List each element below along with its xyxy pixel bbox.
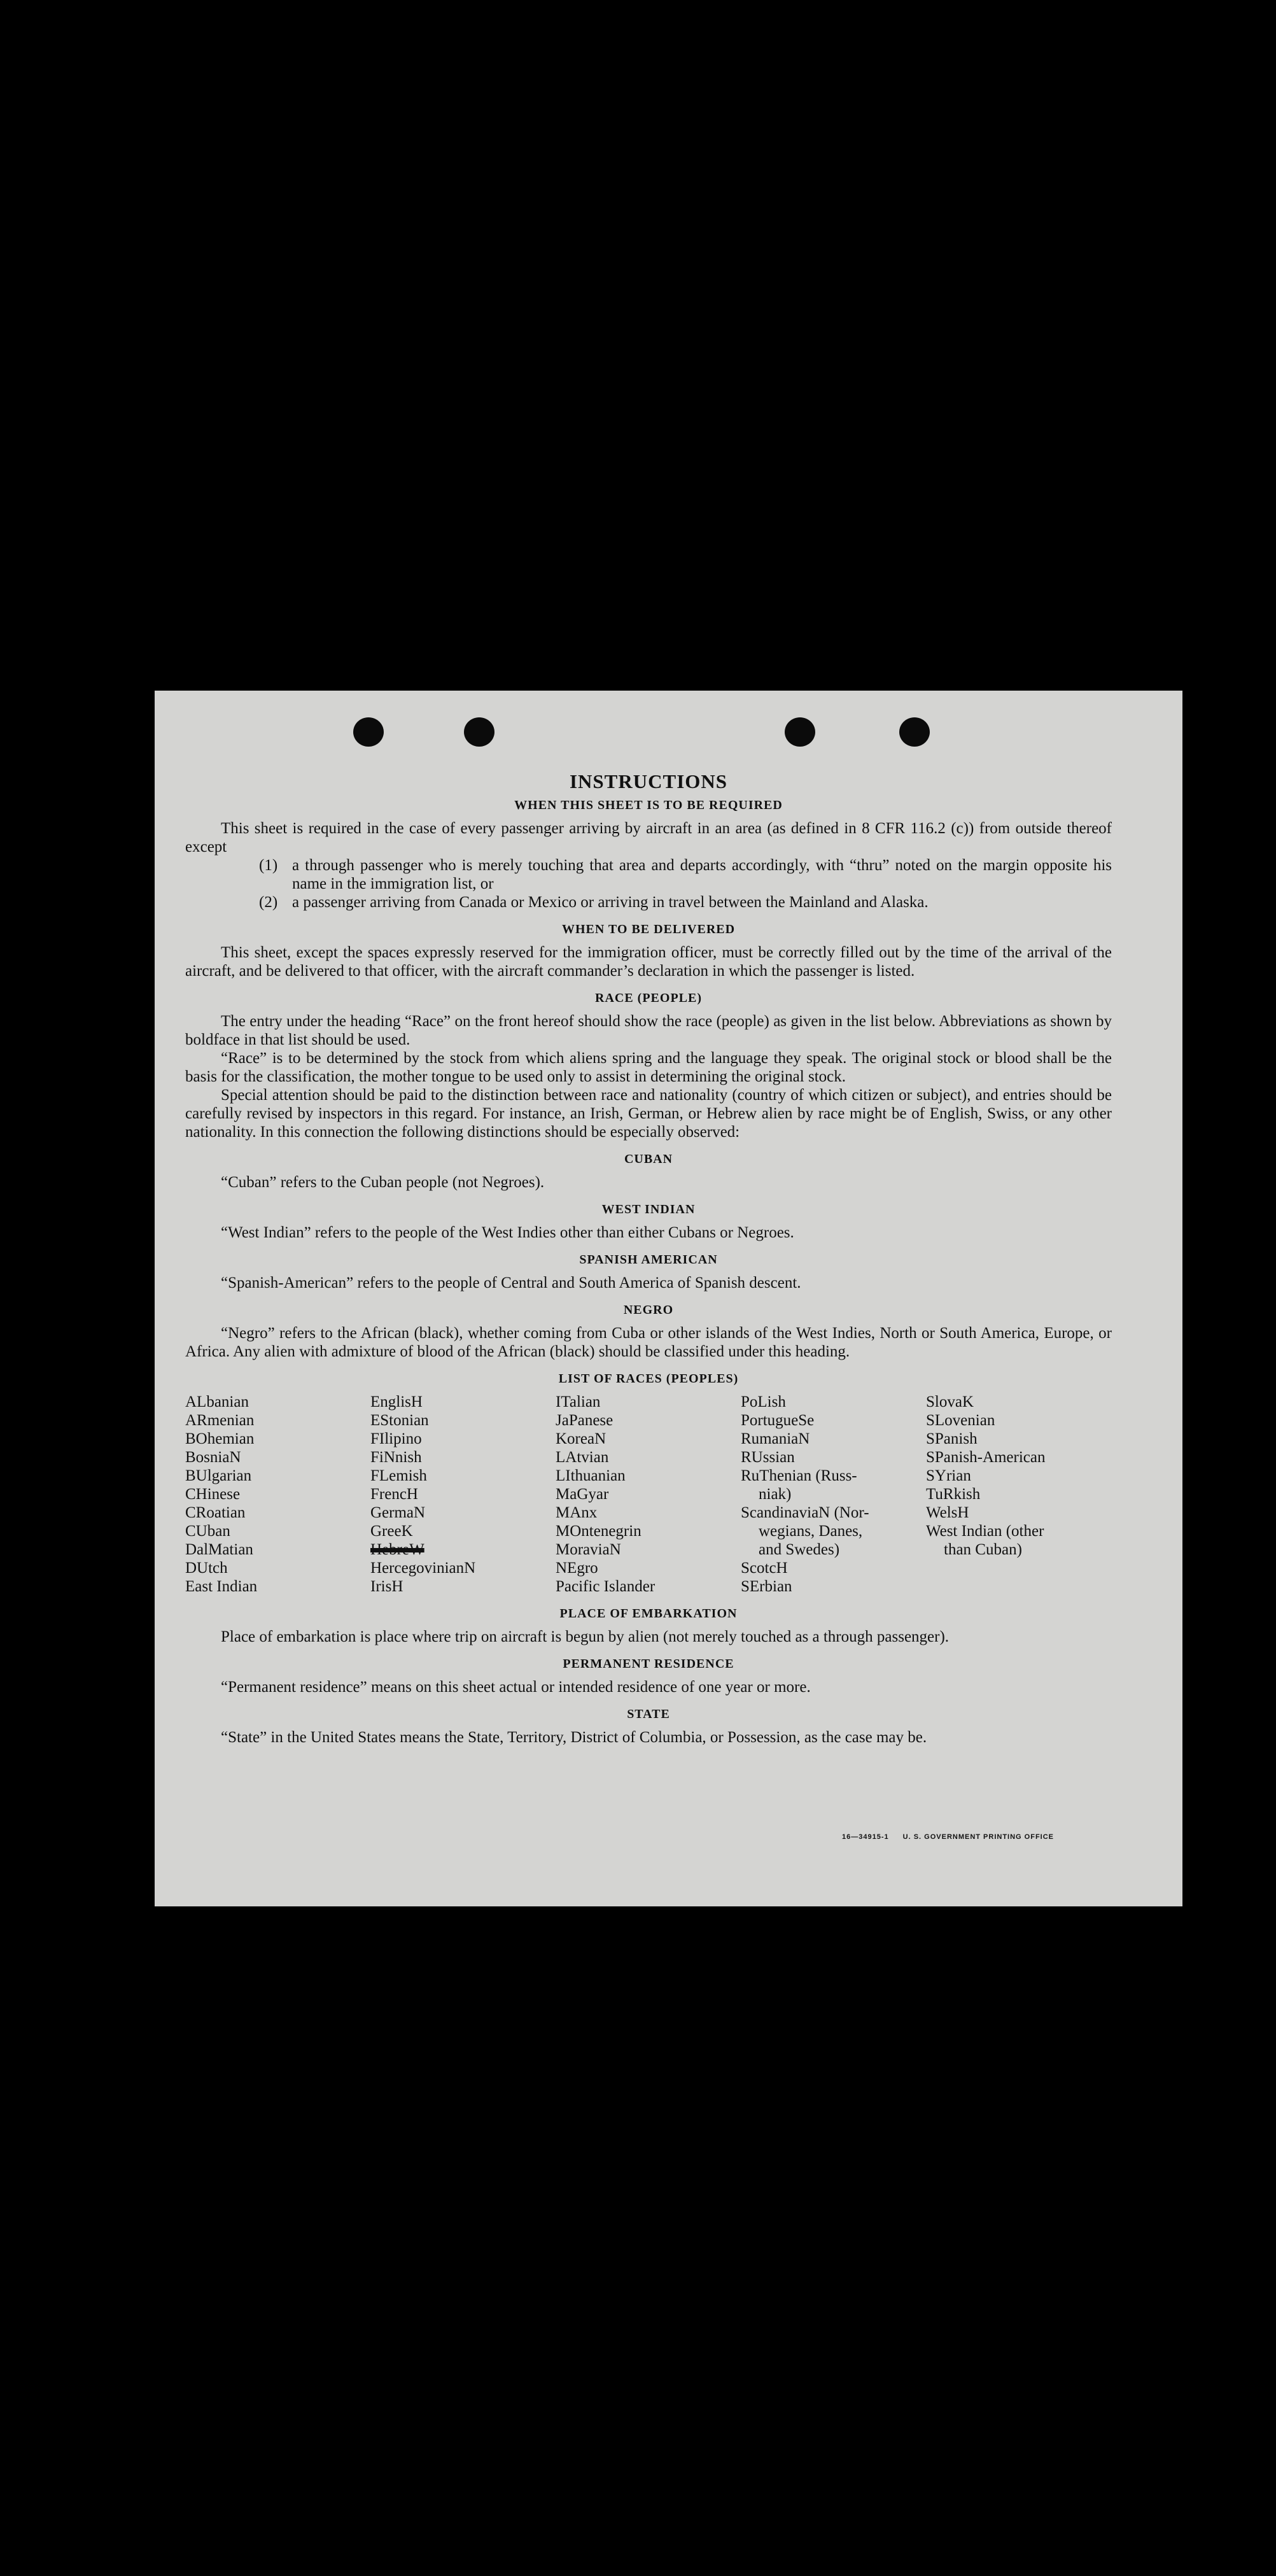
race-entry: ITalian bbox=[556, 1393, 601, 1411]
race-entry: Pacific Islander bbox=[556, 1578, 656, 1595]
race-entry: DalMatian bbox=[185, 1541, 253, 1558]
section-heading-race: RACE (PEOPLE) bbox=[595, 991, 702, 1005]
races-column bbox=[741, 1393, 926, 1596]
section-heading-required: WHEN THIS SHEET IS TO BE REQUIRED bbox=[514, 798, 783, 812]
race-entry-continued: and Swedes) bbox=[759, 1541, 840, 1558]
section-heading-spanish-american: SPANISH AMERICAN bbox=[579, 1253, 718, 1267]
paragraph: “State” in the United States means the State, Territory, District of Columbia, or Possession, as the case may be. bbox=[221, 1729, 927, 1746]
race-entry: SPanish-American bbox=[926, 1449, 1046, 1466]
race-entry: SYrian bbox=[926, 1467, 971, 1484]
race-entry: West Indian (other bbox=[926, 1523, 1044, 1540]
paragraph: “West Indian” refers to the people of the West Indies other than either Cubans or Negroes. bbox=[221, 1224, 794, 1241]
section-heading-embarkation: PLACE OF EMBARKATION bbox=[559, 1607, 738, 1621]
race-entry: JaPanese bbox=[556, 1412, 613, 1429]
race-entry-struck: HebreW bbox=[370, 1541, 424, 1558]
races-column bbox=[926, 1393, 1112, 1596]
race-entry: IrisH bbox=[370, 1578, 403, 1595]
races-column bbox=[556, 1393, 741, 1596]
punch-hole bbox=[464, 717, 494, 747]
race-entry: FrencH bbox=[370, 1486, 418, 1503]
race-entry: CRoatian bbox=[185, 1504, 246, 1521]
section-heading-west-indian: WEST INDIAN bbox=[601, 1202, 696, 1216]
form-number: 16—34915-1 bbox=[842, 1833, 889, 1841]
race-entry: PoLish bbox=[741, 1393, 786, 1411]
list-item bbox=[185, 856, 1112, 893]
race-entry: ARmenian bbox=[185, 1412, 255, 1429]
paragraph: “Spanish-American” refers to the people of Central and South America of Spanish descent. bbox=[221, 1274, 801, 1292]
section-heading-cuban: CUBAN bbox=[624, 1152, 673, 1166]
race-entry: KoreaN bbox=[556, 1430, 606, 1447]
race-entry: WelsH bbox=[926, 1504, 969, 1521]
paragraph: “Permanent residence” means on this sheet actual or intended residence of one year or more. bbox=[221, 1679, 811, 1696]
paragraph: Place of embarkation is place where trip on aircraft is begun by alien (not merely touched as a through passenger). bbox=[221, 1628, 950, 1645]
section-heading-state: STATE bbox=[627, 1707, 670, 1721]
race-entry: BUlgarian bbox=[185, 1467, 252, 1484]
section-heading-list-of-races: LIST OF RACES (PEOPLES) bbox=[558, 1372, 739, 1386]
race-entry: PortugueSe bbox=[741, 1412, 815, 1429]
race-entry: MOntenegrin bbox=[556, 1523, 642, 1540]
race-entry: BosniaN bbox=[185, 1449, 241, 1466]
race-entry: SErbian bbox=[741, 1578, 792, 1595]
races-list bbox=[185, 1393, 1112, 1596]
list-number: (2) bbox=[259, 894, 278, 911]
race-entry: LIthuanian bbox=[556, 1467, 626, 1484]
race-entry: FLemish bbox=[370, 1467, 427, 1484]
race-entry: CUban bbox=[185, 1523, 230, 1540]
list-number: (1) bbox=[259, 857, 278, 874]
race-entry: ScotcH bbox=[741, 1559, 788, 1577]
paragraph: This sheet is required in the case of every passenger arriving by aircraft in an area (as defined in 8 CFR 116.2 (c)) from outside thereof except bbox=[185, 820, 1112, 855]
race-entry-continued: niak) bbox=[759, 1486, 792, 1503]
race-entry: LAtvian bbox=[556, 1449, 609, 1466]
race-entry: ALbanian bbox=[185, 1393, 249, 1411]
race-entry: SlovaK bbox=[926, 1393, 974, 1411]
race-entry: SLovenian bbox=[926, 1412, 995, 1429]
race-entry: SPanish bbox=[926, 1430, 978, 1447]
race-entry: RumaniaN bbox=[741, 1430, 810, 1447]
list-item bbox=[185, 893, 1112, 911]
race-entry: ScandinaviaN (Nor- bbox=[741, 1504, 869, 1521]
race-entry: RuThenian (Russ- bbox=[741, 1467, 857, 1484]
races-column bbox=[185, 1393, 370, 1596]
race-entry: East Indian bbox=[185, 1578, 258, 1595]
race-entry: FiNnish bbox=[370, 1449, 422, 1466]
paragraph: Special attention should be paid to the distinction between race and nationality (country of which citizen or subject), and entries should be carefully revised by inspectors in this regard. For instance, an Irish, German, or Hebrew alien by race might be of English, Swiss, or any other nationality. In this connection the following distinctions should be especially observed: bbox=[185, 1087, 1112, 1141]
instruction-sheet bbox=[155, 691, 1182, 1906]
punch-hole bbox=[785, 717, 815, 747]
race-entry: MoraviaN bbox=[556, 1541, 621, 1558]
paragraph: “Negro” refers to the African (black), whether coming from Cuba or other islands of the West Indies, North or South America, Europe, or Africa. Any alien with admixture of blood of the African (black) should be classified under this heading. bbox=[185, 1325, 1112, 1360]
paragraph: “Race” is to be determined by the stock from which aliens spring and the language they speak. The original stock or blood shall be the basis for the classification, the mother tongue to be used only to assist in determining the original stock. bbox=[185, 1050, 1112, 1085]
section-heading-delivered: WHEN TO BE DELIVERED bbox=[561, 922, 736, 936]
race-entry: CHinese bbox=[185, 1486, 241, 1503]
section-heading-negro: NEGRO bbox=[623, 1303, 674, 1317]
paragraph: “Cuban” refers to the Cuban people (not Negroes). bbox=[221, 1174, 545, 1191]
list-text: a through passenger who is merely touching that area and departs accordingly, with “thru” noted on the margin opposite his name in the immigration list, or bbox=[292, 857, 1112, 892]
race-entry: MaGyar bbox=[556, 1486, 609, 1503]
race-entry: MAnx bbox=[556, 1504, 598, 1521]
race-entry-continued: wegians, Danes, bbox=[759, 1523, 863, 1540]
punch-hole bbox=[353, 717, 384, 747]
printer-name: U. S. GOVERNMENT PRINTING OFFICE bbox=[902, 1833, 1054, 1841]
race-entry: NEgro bbox=[556, 1559, 598, 1577]
race-entry: TuRkish bbox=[926, 1486, 981, 1503]
race-entry-continued: than Cuban) bbox=[944, 1541, 1022, 1558]
punch-hole bbox=[899, 717, 930, 747]
races-column bbox=[370, 1393, 556, 1596]
paragraph: This sheet, except the spaces expressly reserved for the immigration officer, must be correctly filled out by the time of the arrival of the aircraft, and be delivered to that officer, with the aircraft commander’s declaration in which the passenger is listed. bbox=[185, 944, 1112, 980]
race-entry: HercegovinianN bbox=[370, 1559, 476, 1577]
race-entry: EnglisH bbox=[370, 1393, 423, 1411]
race-entry: EStonian bbox=[370, 1412, 429, 1429]
race-entry: DUtch bbox=[185, 1559, 228, 1577]
paragraph: The entry under the heading “Race” on the front hereof should show the race (people) as given in the list below. Abbreviations as shown by boldface in that list should be used. bbox=[185, 1013, 1112, 1048]
race-entry: GermaN bbox=[370, 1504, 426, 1521]
page-title: INSTRUCTIONS bbox=[569, 770, 727, 792]
race-entry: FIlipino bbox=[370, 1430, 422, 1447]
instructions-content bbox=[185, 771, 1112, 1747]
race-entry: GreeK bbox=[370, 1523, 413, 1540]
race-entry: RUssian bbox=[741, 1449, 795, 1466]
printer-footer bbox=[842, 1833, 1068, 1841]
list-text: a passenger arriving from Canada or Mexico or arriving in travel between the Mainland and Alaska. bbox=[292, 894, 929, 911]
race-entry: BOhemian bbox=[185, 1430, 255, 1447]
section-heading-permanent-residence: PERMANENT RESIDENCE bbox=[563, 1657, 734, 1671]
